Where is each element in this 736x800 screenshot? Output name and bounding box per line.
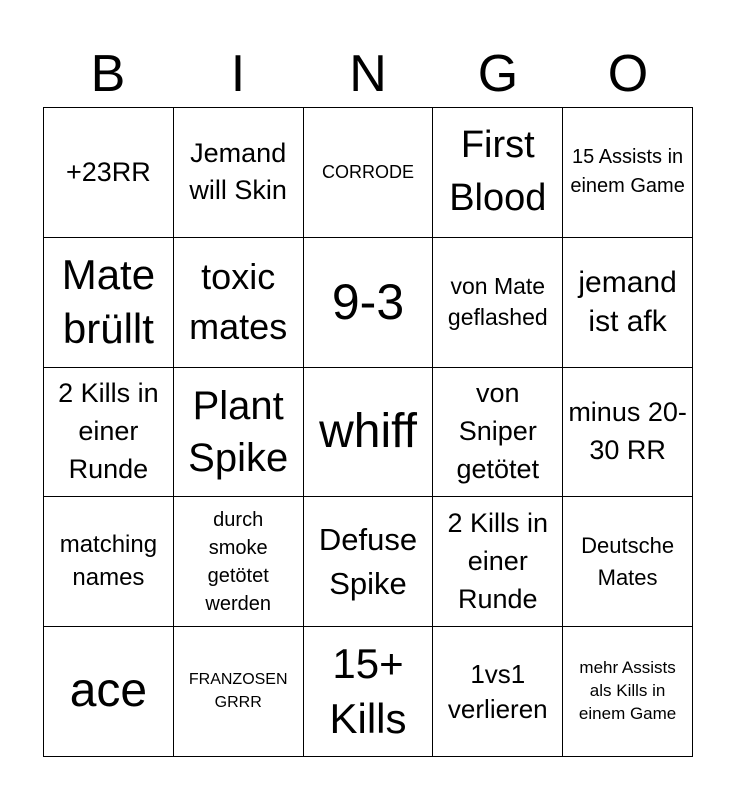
bingo-cell[interactable] [433,497,563,627]
cell-text: minus 20-30 RR [568,397,687,465]
bingo-cell[interactable] [304,108,434,238]
bingo-cell[interactable] [304,627,434,757]
header-letter-i: I [230,45,246,103]
cell-text: matching names [59,531,158,591]
cell-text: 2 Kills in einer Runde [447,508,549,614]
header-letter-b: B [90,45,126,103]
bingo-cell[interactable] [563,497,693,627]
cell-text: 9-3 [331,273,405,330]
bingo-cell[interactable] [563,627,693,757]
bingo-cell[interactable] [44,497,174,627]
cell-text: Defuse Spike [318,522,418,601]
bingo-board [43,107,693,757]
cell-text: 1vs1 verlieren [447,658,548,724]
bingo-cell[interactable] [563,108,693,238]
cell-text: von Mate geflashed [447,273,548,331]
bingo-cell[interactable] [433,368,563,498]
cell-text: 15+ Kills [329,640,407,742]
bingo-cell[interactable] [174,108,304,238]
bingo-cell[interactable] [304,368,434,498]
cell-text: whiff [319,404,417,458]
cell-text: jemand ist afk [578,266,677,339]
cell-text: Jemand will Skin [189,137,287,206]
header-letter-n: N [349,45,387,103]
bingo-cell[interactable] [174,627,304,757]
bingo-cell[interactable] [174,368,304,498]
cell-text: 2 Kills in einer Runde [58,378,159,484]
cell-text: von Sniper getötet [456,378,540,484]
bingo-cell[interactable] [433,108,563,238]
cell-text: CORRODE [321,161,414,182]
bingo-cell[interactable] [433,627,563,757]
bingo-cell[interactable] [304,497,434,627]
cell-text: toxic mates [189,255,288,348]
header-letter-g: G [477,45,519,103]
bingo-cell[interactable] [44,627,174,757]
cell-text: Deutsche Mates [581,532,675,590]
bingo-cell[interactable] [563,368,693,498]
cell-text: Mate brüllt [61,250,156,353]
cell-text: 15 Assists in einem Game [570,146,685,198]
bingo-cell[interactable] [174,497,304,627]
cell-text: Plant Spike [188,383,289,480]
bingo-cell[interactable] [174,238,304,368]
cell-text: ace [69,664,148,718]
cell-text: durch smoke getötet werden [205,508,271,615]
cell-text: +23RR [66,156,151,187]
bingo-header [43,40,693,108]
header-letter-o: O [607,45,649,103]
bingo-cell[interactable] [563,238,693,368]
bingo-cell[interactable] [44,368,174,498]
bingo-cell[interactable] [44,108,174,238]
cell-text: First Blood [449,124,547,220]
cell-text: FRANZOSEN GRRR [188,671,288,711]
cell-text: mehr Assists als Kills in einem Game [578,658,677,724]
bingo-cell[interactable] [304,238,434,368]
bingo-cell[interactable] [433,238,563,368]
bingo-cell[interactable] [44,238,174,368]
